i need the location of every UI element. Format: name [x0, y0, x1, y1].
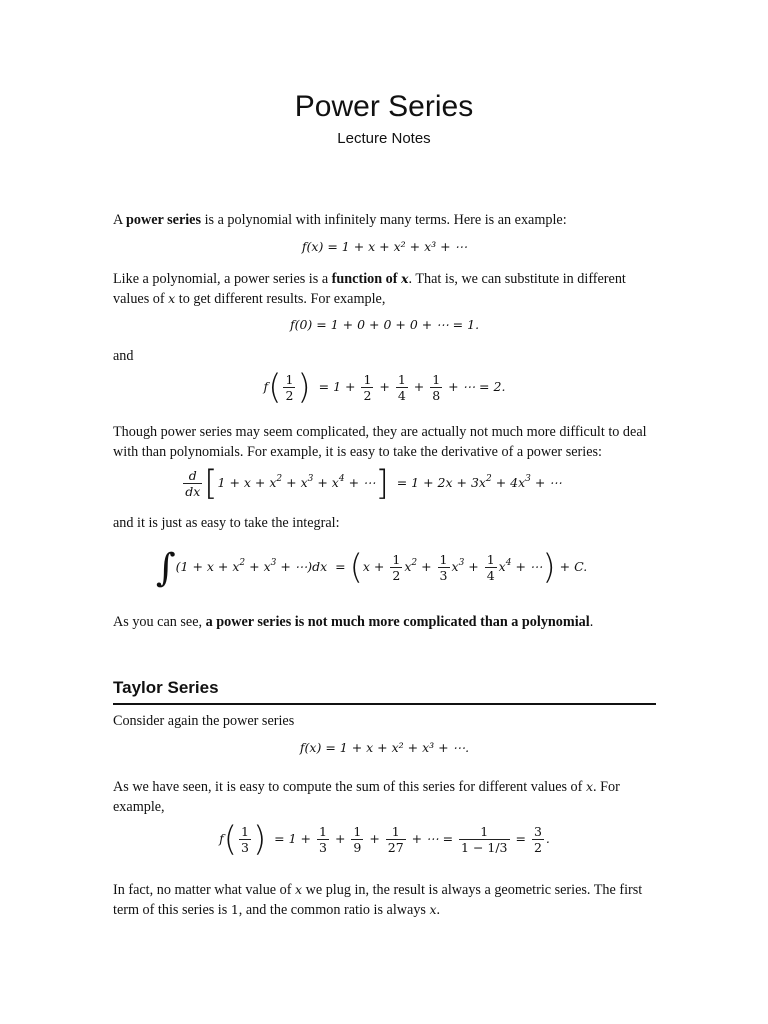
page-title: Power Series — [294, 90, 474, 123]
equation-f-of-one-half: f( $\frac{1}{2}$ ) = 1 + $\frac{1}{2}$ + $\frac{1}{4}$ + $\frac{1}{8}$ + ⋯ = 2. — [263, 367, 506, 408]
equation-taylor-series: f(x) = 1 + x + x² + x³ + ⋯. — [299, 740, 470, 755]
text-and: and — [113, 348, 134, 364]
equation-f-of-zero: f(0) = 1 + 0 + 0 + 0 + ⋯ = 1. — [289, 317, 480, 332]
equation-integral: $\int(1 + x + x^2 + x^3$ + ⋯)dx = (x + $\frac{1}{2}$ $x^2$ + $\frac{1}{3}$ $x^3$ + $\frac{1}{4}$ $x^4$ + ⋯) + C. — [155, 545, 588, 590]
intro-paragraph-3: Though power series may seem complicated, they are actually not much more difficult to deal with than polynomials. For example, it is easy to take the derivative of a power series: — [113, 424, 647, 460]
term-power-series: power series — [126, 212, 202, 228]
intro-paragraph-1: A power series is a polynomial with infinitely many terms. Here is an example: — [113, 212, 567, 228]
intro-paragraph-4: and it is just as easy to take the integral: — [113, 515, 340, 531]
equation-power-series-example: f(x) = 1 + x + x² + x³ + ⋯ — [301, 239, 468, 254]
section-heading-taylor-series: Taylor Series — [113, 678, 656, 705]
taylor-paragraph-1: Consider again the power series — [113, 713, 295, 729]
taylor-paragraph-2: As we have seen, it is easy to compute the sum of this series for different values of x. For example, — [113, 779, 620, 815]
equation-f-of-one-third: f( $\frac{1}{3}$ ) = 1 + $\frac{1}{3}$ + $\frac{1}{9}$ + $\frac{1}{27}$ + ⋯ = $\frac{1}{1 - 1/3}$ = $\frac{3}{2}$ . — [219, 819, 550, 860]
equation-derivative: $\frac{d}{dx}$ [$1 + x + x^2 + x^3 + x^4$ + ⋯] = $1 + 2x + 3x^2 + 4x^3$ + ⋯ — [185, 463, 562, 504]
intro-paragraph-5: As you can see, a power series is not much more complicated than a polynomial. — [113, 614, 594, 630]
intro-paragraph-2: Like a polynomial, a power series is a function of x. That is, we can substitute in different values of x to get different results. For example, — [113, 271, 626, 307]
key-conclusion: a power series is not much more complicated than a polynomial — [205, 614, 590, 630]
page-subtitle: Lecture Notes — [337, 130, 431, 147]
taylor-paragraph-3: In fact, no matter what value of x we plug in, the result is always a geometric series. The first term of this series is 1, and the common ratio is always x. — [113, 882, 643, 918]
